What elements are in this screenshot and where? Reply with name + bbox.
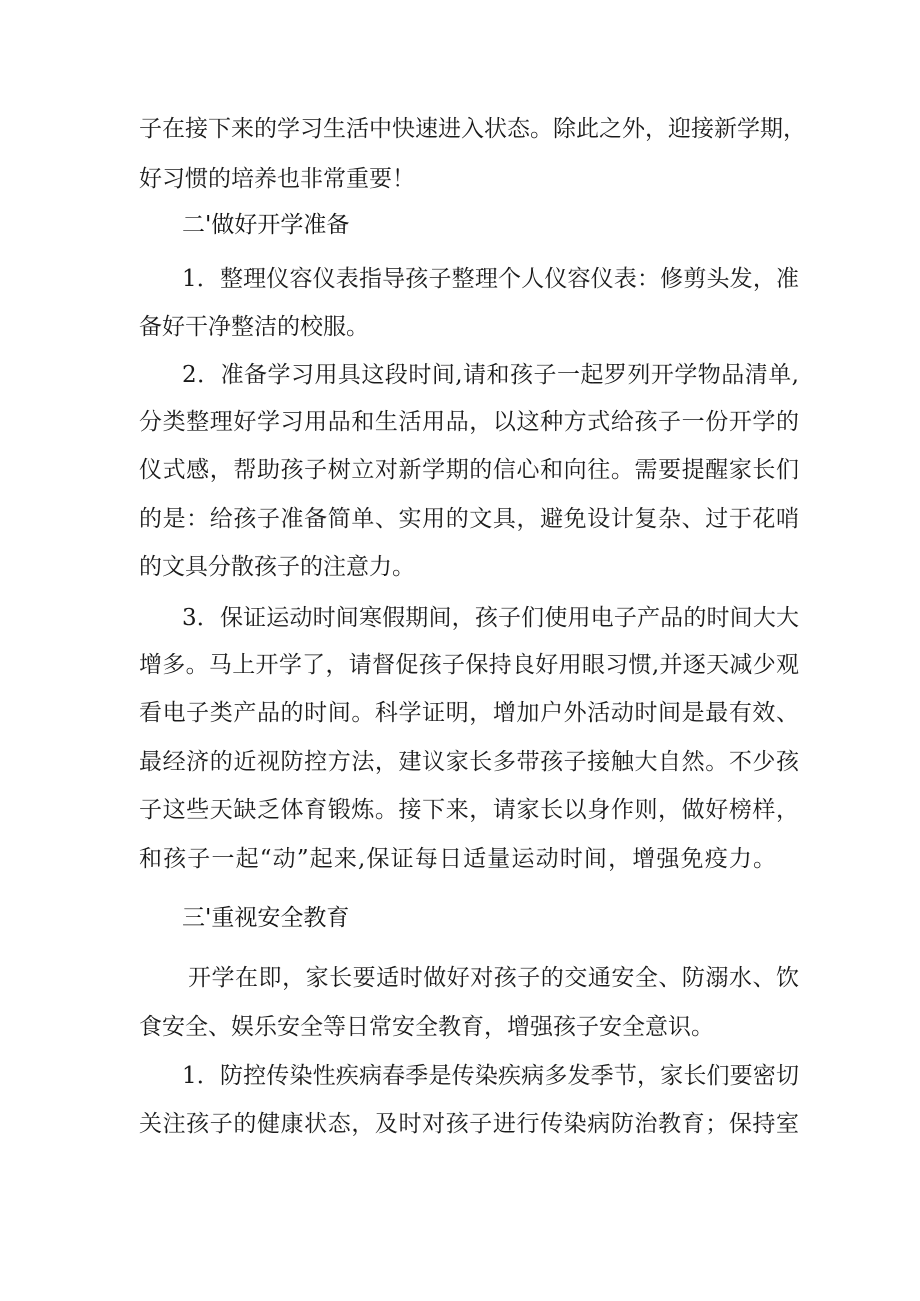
item-2-line-4: 的是：给孩子准备简单、实用的文具，避免设计复杂、过于花哨: [139, 506, 799, 532]
item-2-line-2: 分类整理好学习用品和生活用品，以这种方式给孩子一份开学的: [139, 409, 799, 435]
item-3-line-1: 3．保证运动时间寒假期间，孩子们使用电子产品的时间大大: [182, 605, 799, 631]
section-heading-safety: 三'重视安全教育: [182, 905, 350, 931]
item-2-line-3: 仪式感，帮助孩子树立对新学期的信心和向往。需要提醒家长们: [139, 457, 799, 483]
safety-item-1-line-2: 关注孩子的健康状态，及时对孩子进行传染病防治教育；保持室: [139, 1111, 799, 1137]
item-3-line-4: 最经济的近视防控方法，建议家长多带孩子接触大自然。不少孩: [139, 749, 799, 775]
item-2-line-1: 2．准备学习用具这段时间,请和孩子一起罗列开学物品清单,: [182, 362, 799, 388]
safety-item-1-line-1: 1．防控传染性疾病春季是传染疾病多发季节，家长们要密切: [182, 1063, 799, 1089]
intro-line-2: 好习惯的培养也非常重要！: [139, 166, 415, 192]
intro-line-1: 子在接下来的学习生活中快速进入状态。除此之外，迎接新学期，: [139, 116, 806, 142]
item-1-line-2: 备好干净整洁的校服。: [139, 314, 369, 340]
section-heading-prepare: 二'做好开学准备: [182, 212, 350, 238]
item-3-line-6: 和孩子一起“动”起来,保证每日适量运动时间，增强免疫力。: [139, 846, 776, 872]
safety-para-line-2: 食安全、娱乐安全等日常安全教育，增强孩子安全意识。: [139, 1014, 714, 1040]
item-2-line-5: 的文具分散孩子的注意力。: [139, 554, 415, 580]
item-1-line-1: 1．整理仪容仪表指导孩子整理个人仪容仪表：修剪头发，准: [182, 266, 799, 292]
item-3-line-5: 子这些天缺乏体育锻炼。接下来，请家长以身作则，做好榜样，: [139, 797, 799, 823]
safety-para-line-1: 开学在即，家长要适时做好对孩子的交通安全、防溺水、饮: [188, 965, 799, 991]
item-3-line-3: 看电子类产品的时间。科学证明，增加户外活动时间是最有效、: [139, 700, 799, 726]
item-3-line-2: 增多。马上开学了，请督促孩子保持良好用眼习惯,并逐天减少观: [139, 652, 799, 678]
